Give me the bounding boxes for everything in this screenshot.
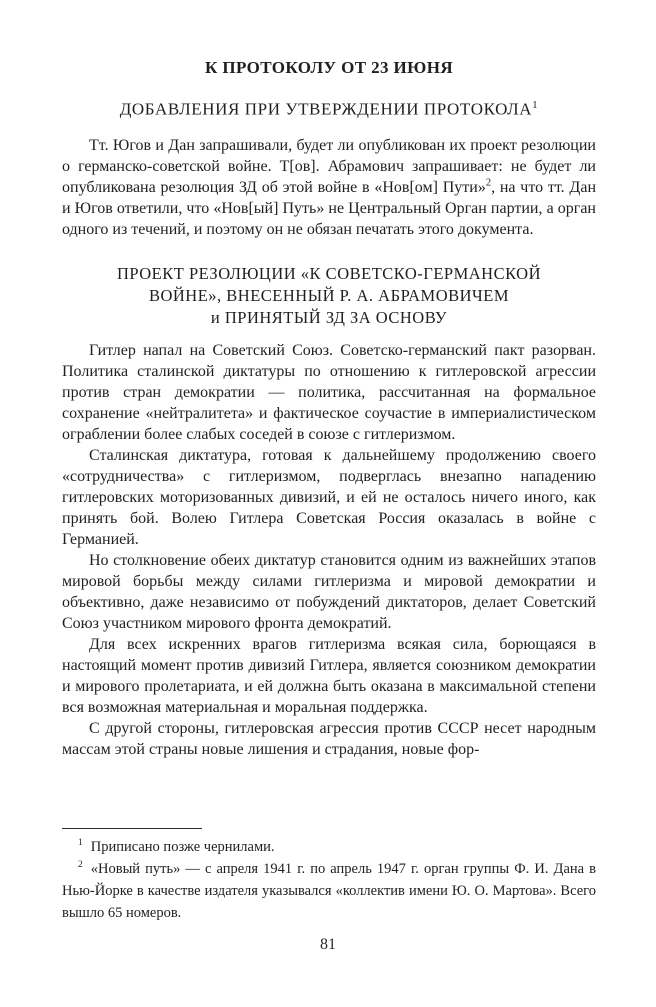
footnote-2-number: 2 xyxy=(78,860,83,871)
resolution-title-line1: ПРОЕКТ РЕЗОЛЮЦИИ «К СОВЕТСКО-ГЕРМАНСКОЙ xyxy=(116,263,542,283)
paragraph-6: С другой стороны, гитлеровская агрессия против СССР несет народным массам этой страны новые лишения и страдания, новые фор- xyxy=(62,719,596,758)
page-number: 81 xyxy=(320,936,336,953)
paragraph-5: Для всех искренних врагов гитлеризма всякая сила, борющаяся в настоящий момент против дивизий Гитлера, является союзником демократии и мирового пролетариата, и ей должна быть оказана в максимальной степени вся возможная материальная и моральная поддержка. xyxy=(62,635,596,716)
paragraph-1-text-a: Тт. Югов и Дан запрашивали, будет ли опубликован их проект резолюции о германско-советской войне. Т[ов]. Абрамович запрашивает: не будет ли опубликована резолюция ЗД об этой войне в «Нов[ом] Пути» xyxy=(62,136,596,196)
paragraph-1 xyxy=(62,135,596,240)
footnote-2-text: «Новый путь» — с апреля 1941 г. по апрель 1947 г. орган группы Ф. И. Дана в Нью-Йорке в качестве издателя указывался «коллектив имени Ю. О. Мартова». Всего вышло 65 номеров. xyxy=(62,861,596,921)
paragraph-4: Но столкновение обеих диктатур становится одним из важнейших этапов мировой борьбы между силами гитлеризма и мировой демократии и объективно, даже независимо от побуждений диктаторов, делает Советский Союз участником мирового фронта демократий. xyxy=(62,551,596,632)
footnote-1 xyxy=(62,836,596,858)
resolution-title-line3: и ПРИНЯТЫЙ ЗД ЗА ОСНОВУ xyxy=(210,307,448,327)
subsection-title-text: ДОБАВЛЕНИЯ ПРИ УТВЕРЖДЕНИИ ПРОТОКОЛА xyxy=(119,99,533,119)
subsection-title xyxy=(62,99,596,120)
footnote-1-text: Приписано позже чернилами. xyxy=(90,839,275,855)
resolution-title xyxy=(62,263,596,329)
footnote-2 xyxy=(62,858,596,924)
section-title: К ПРОТОКОЛУ ОТ 23 ИЮНЯ xyxy=(204,58,454,77)
footnote-1-number: 1 xyxy=(78,838,83,849)
footnote-ref-1-marker: 1 xyxy=(532,99,539,111)
footnote-ref-2-marker: 2 xyxy=(485,177,492,189)
paragraph-1-text-b: , на что тт. Дан и Югов ответили, что «Нов[ый] Путь» не Центральный Орган партии, а орган одного из течений, и поэтому он не обязан печатать этого документа. xyxy=(62,178,596,238)
page-content xyxy=(62,0,596,826)
footnote-separator xyxy=(62,828,202,829)
footnotes-section xyxy=(62,828,596,924)
resolution-title-line2: ВОЙНЕ», ВНЕСЕННЫЙ Р. А. АБРАМОВИЧЕМ xyxy=(148,285,510,305)
paragraph-3: Сталинская диктатура, готовая к дальнейшему продолжению своего «сотрудничества» с гитлеризмом, подверглась внезапно нападению гитлеровских моторизованных дивизий, и ей не осталось ничего иного, как принять бой. Волею Гитлера Советская Россия оказалась в войне с Германией. xyxy=(62,446,596,548)
paragraph-2: Гитлер напал на Советский Союз. Советско-германский пакт разорван. Политика сталинской диктатуры по отношению к гитлеровской агрессии против стран демократии — политика, рассчитанная на формальное сохранение «нейтралитета» и фактическое соучастие в империалистическом ограблении более слабых соседей в союзе с гитлеризмом. xyxy=(62,341,596,443)
